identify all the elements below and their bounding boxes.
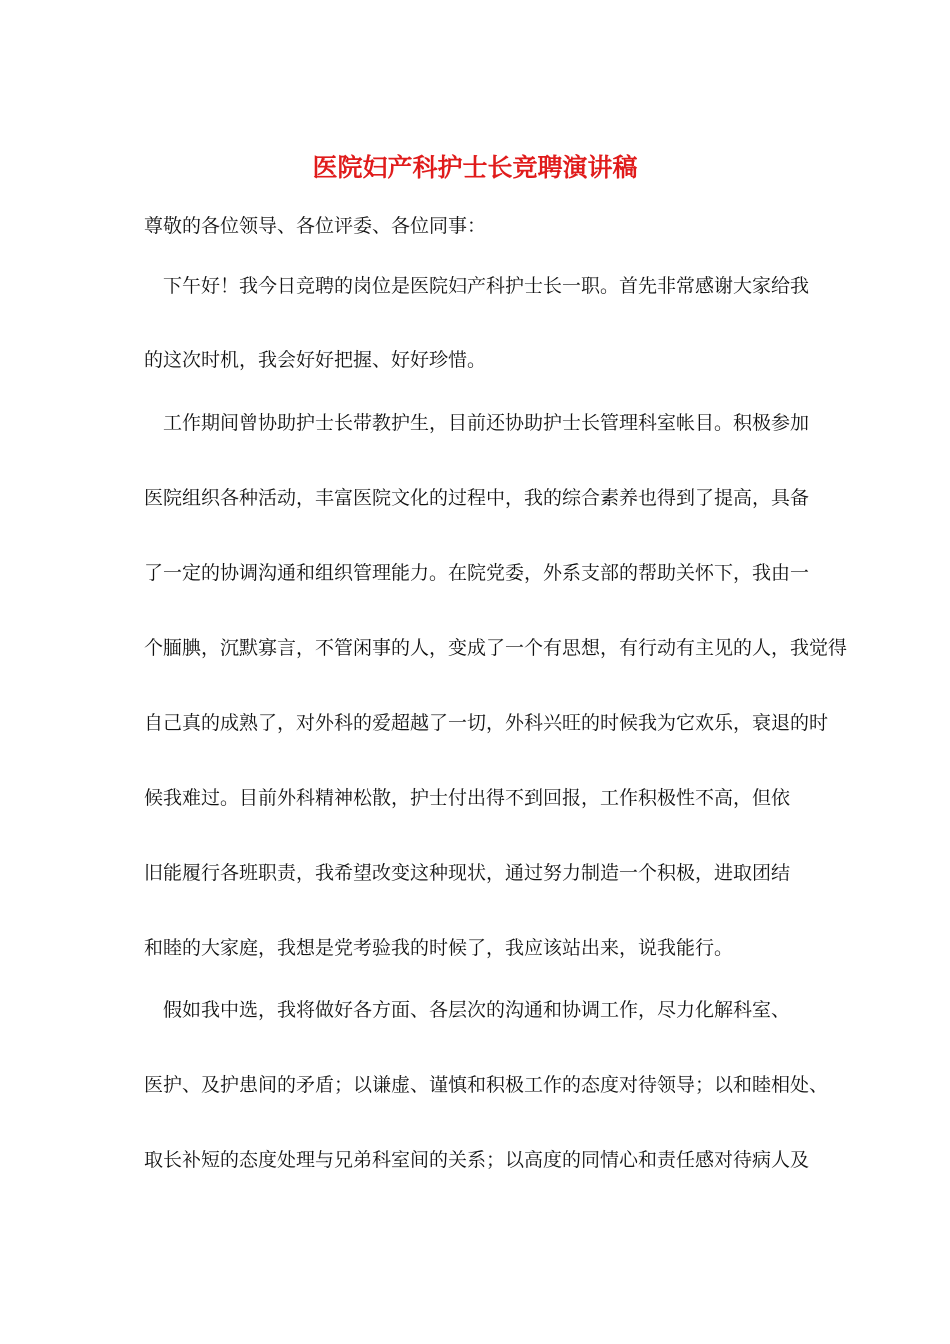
- body-line: 假如我中选，我将做好各方面、各层次的沟通和协调工作，尽力化解科室、: [144, 999, 791, 1021]
- body-line: 旧能履行各班职责，我希望改变这种现状，通过努力制造一个积极，进取团结: [144, 862, 791, 884]
- body-line: 取长补短的态度处理与兄弟科室间的关系；以高度的同情心和责任感对待病人及: [144, 1149, 810, 1171]
- body-line: 医院组织各种活动，丰富医院文化的过程中，我的综合素养也得到了提高，具备: [144, 487, 810, 509]
- body-line: 个腼腆，沉默寡言，不管闲事的人，变成了一个有思想，有行动有主见的人，我觉得: [144, 637, 848, 659]
- body-line: 和睦的大家庭，我想是党考验我的时候了，我应该站出来，说我能行。: [144, 937, 734, 959]
- body-line: 下午好！我今日竞聘的岗位是医院妇产科护士长一职。首先非常感谢大家给我: [144, 275, 810, 297]
- body-line: 自己真的成熟了，对外科的爱超越了一切，外科兴旺的时候我为它欢乐，衰退的时: [144, 712, 829, 734]
- body-line: 工作期间曾协助护士长带教护生，目前还协助护士长管理科室帐目。积极参加: [144, 412, 810, 434]
- body-line: 了一定的协调沟通和组织管理能力。在院党委，外系支部的帮助关怀下，我由一: [144, 562, 810, 584]
- body-line: 医护、及护患间的矛盾；以谦虚、谨慎和积极工作的态度对待领导；以和睦相处、: [144, 1074, 829, 1096]
- document-title: 医院妇产科护士长竞聘演讲稿: [312, 153, 638, 182]
- body-line: 候我难过。目前外科精神松散，护士付出得不到回报，工作积极性不高，但依: [144, 787, 791, 809]
- body-line: 的这次时机，我会好好把握、好好珍惜。: [144, 349, 487, 371]
- salutation-line: 尊敬的各位领导、各位评委、各位同事：: [144, 215, 487, 237]
